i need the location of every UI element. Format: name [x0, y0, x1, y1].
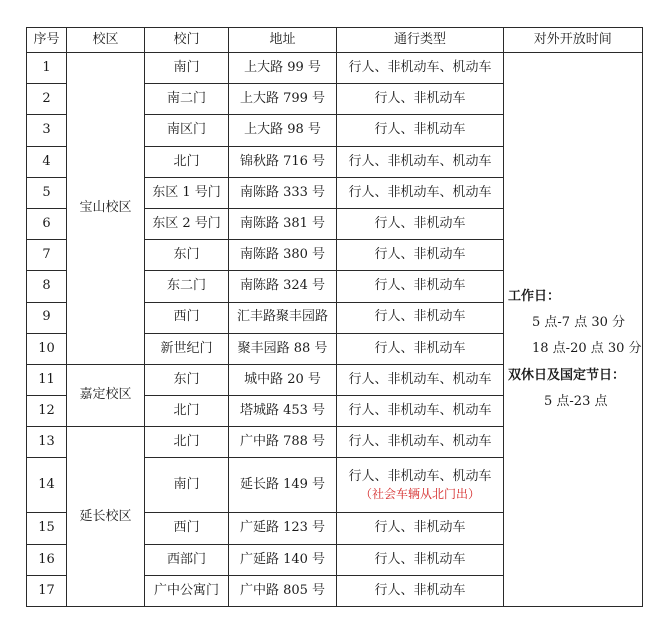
row-traffic-type: 行人、非机动车、机动车: [337, 396, 504, 427]
row-no: 14: [27, 458, 67, 513]
row-no: 7: [27, 240, 67, 271]
row-address: 城中路 20 号: [229, 364, 337, 395]
workday-evening-hours: 18 点-20 点 30 分: [532, 341, 642, 357]
row-address: 南陈路 380 号: [229, 240, 337, 271]
row-traffic-type: 行人、非机动车、机动车: [348, 468, 492, 484]
row-no: 15: [27, 513, 67, 544]
row-gate: 东区 2 号门: [145, 208, 229, 239]
row-traffic-type: 行人、非机动车: [337, 208, 504, 239]
table-row: [27, 53, 643, 84]
row-traffic-type: 行人、非机动车、机动车: [337, 427, 504, 458]
row-traffic-type: 行人、非机动车、机动车: [337, 364, 504, 395]
row-gate: 西部门: [145, 544, 229, 575]
header-traffic-type: 通行类型: [337, 28, 504, 53]
row-no: 10: [27, 333, 67, 364]
row-traffic-type: 行人、非机动车、机动车: [337, 53, 504, 84]
header-open-hours: 对外开放时间: [504, 28, 643, 53]
row-traffic-type: 行人、非机动车: [337, 575, 504, 606]
row-no: 2: [27, 84, 67, 115]
row-address: 上大路 99 号: [229, 53, 337, 84]
row-address: 上大路 799 号: [229, 84, 337, 115]
header-no: 序号: [27, 28, 67, 53]
row-traffic-type: 行人、非机动车、机动车: [337, 177, 504, 208]
row-gate: 东门: [145, 364, 229, 395]
row-gate: 南门: [145, 458, 229, 513]
row-traffic-type: 行人、非机动车: [337, 333, 504, 364]
campus-baoshan: 宝山校区: [67, 53, 145, 365]
row-traffic-type: 行人、非机动车: [337, 513, 504, 544]
row-gate: 东二门: [145, 271, 229, 302]
row-traffic-type: 行人、非机动车: [337, 240, 504, 271]
workday-label: 工作日：: [508, 288, 561, 304]
row-traffic-type: 行人、非机动车: [337, 544, 504, 575]
weekend-label: 双休日及国定节日：: [508, 367, 626, 383]
row-traffic-type-cell: [337, 458, 504, 513]
row-gate: 北门: [145, 146, 229, 177]
row-no: 16: [27, 544, 67, 575]
weekend-hours: 5 点-23 点: [544, 393, 608, 409]
row-traffic-type: 行人、非机动车、机动车: [337, 146, 504, 177]
row-no: 12: [27, 396, 67, 427]
header-campus: 校区: [67, 28, 145, 53]
campus-yanchang: 延长校区: [67, 427, 145, 607]
row-no: 3: [27, 115, 67, 146]
row-no: 11: [27, 364, 67, 395]
row-gate: 东门: [145, 240, 229, 271]
row-no: 13: [27, 427, 67, 458]
row-no: 6: [27, 208, 67, 239]
row-traffic-type: 行人、非机动车: [337, 271, 504, 302]
row-address: 汇丰路聚丰园路: [229, 302, 337, 333]
traffic-note: （社会车辆从北门出）: [359, 487, 480, 502]
row-traffic-type: 行人、非机动车: [337, 115, 504, 146]
row-gate: 新世纪门: [145, 333, 229, 364]
row-address: 广延路 140 号: [229, 544, 337, 575]
header-row: [27, 28, 643, 53]
campus-gate-table: [26, 27, 643, 607]
row-gate: 西门: [145, 513, 229, 544]
row-traffic-type: 行人、非机动车: [337, 302, 504, 333]
row-address: 南陈路 381 号: [229, 208, 337, 239]
row-address: 塔城路 453 号: [229, 396, 337, 427]
row-gate: 北门: [145, 396, 229, 427]
open-hours-cell: [504, 53, 643, 607]
row-no: 4: [27, 146, 67, 177]
row-gate: 广中公寓门: [145, 575, 229, 606]
row-gate: 北门: [145, 427, 229, 458]
row-no: 8: [27, 271, 67, 302]
row-address: 广延路 123 号: [229, 513, 337, 544]
row-address: 上大路 98 号: [229, 115, 337, 146]
row-address: 南陈路 324 号: [229, 271, 337, 302]
campus-jiading: 嘉定校区: [67, 364, 145, 426]
row-gate: 东区 1 号门: [145, 177, 229, 208]
row-address: 延长路 149 号: [229, 458, 337, 513]
row-traffic-type: 行人、非机动车: [337, 84, 504, 115]
row-gate: 南门: [145, 53, 229, 84]
workday-morning-hours: 5 点-7 点 30 分: [532, 315, 626, 331]
row-gate: 南二门: [145, 84, 229, 115]
header-gate: 校门: [145, 28, 229, 53]
row-address: 广中路 788 号: [229, 427, 337, 458]
row-address: 聚丰园路 88 号: [229, 333, 337, 364]
row-address: 锦秋路 716 号: [229, 146, 337, 177]
header-address: 地址: [229, 28, 337, 53]
row-no: 1: [27, 53, 67, 84]
row-no: 17: [27, 575, 67, 606]
row-no: 5: [27, 177, 67, 208]
row-no: 9: [27, 302, 67, 333]
row-gate: 西门: [145, 302, 229, 333]
row-gate: 南区门: [145, 115, 229, 146]
row-address: 广中路 805 号: [229, 575, 337, 606]
row-address: 南陈路 333 号: [229, 177, 337, 208]
